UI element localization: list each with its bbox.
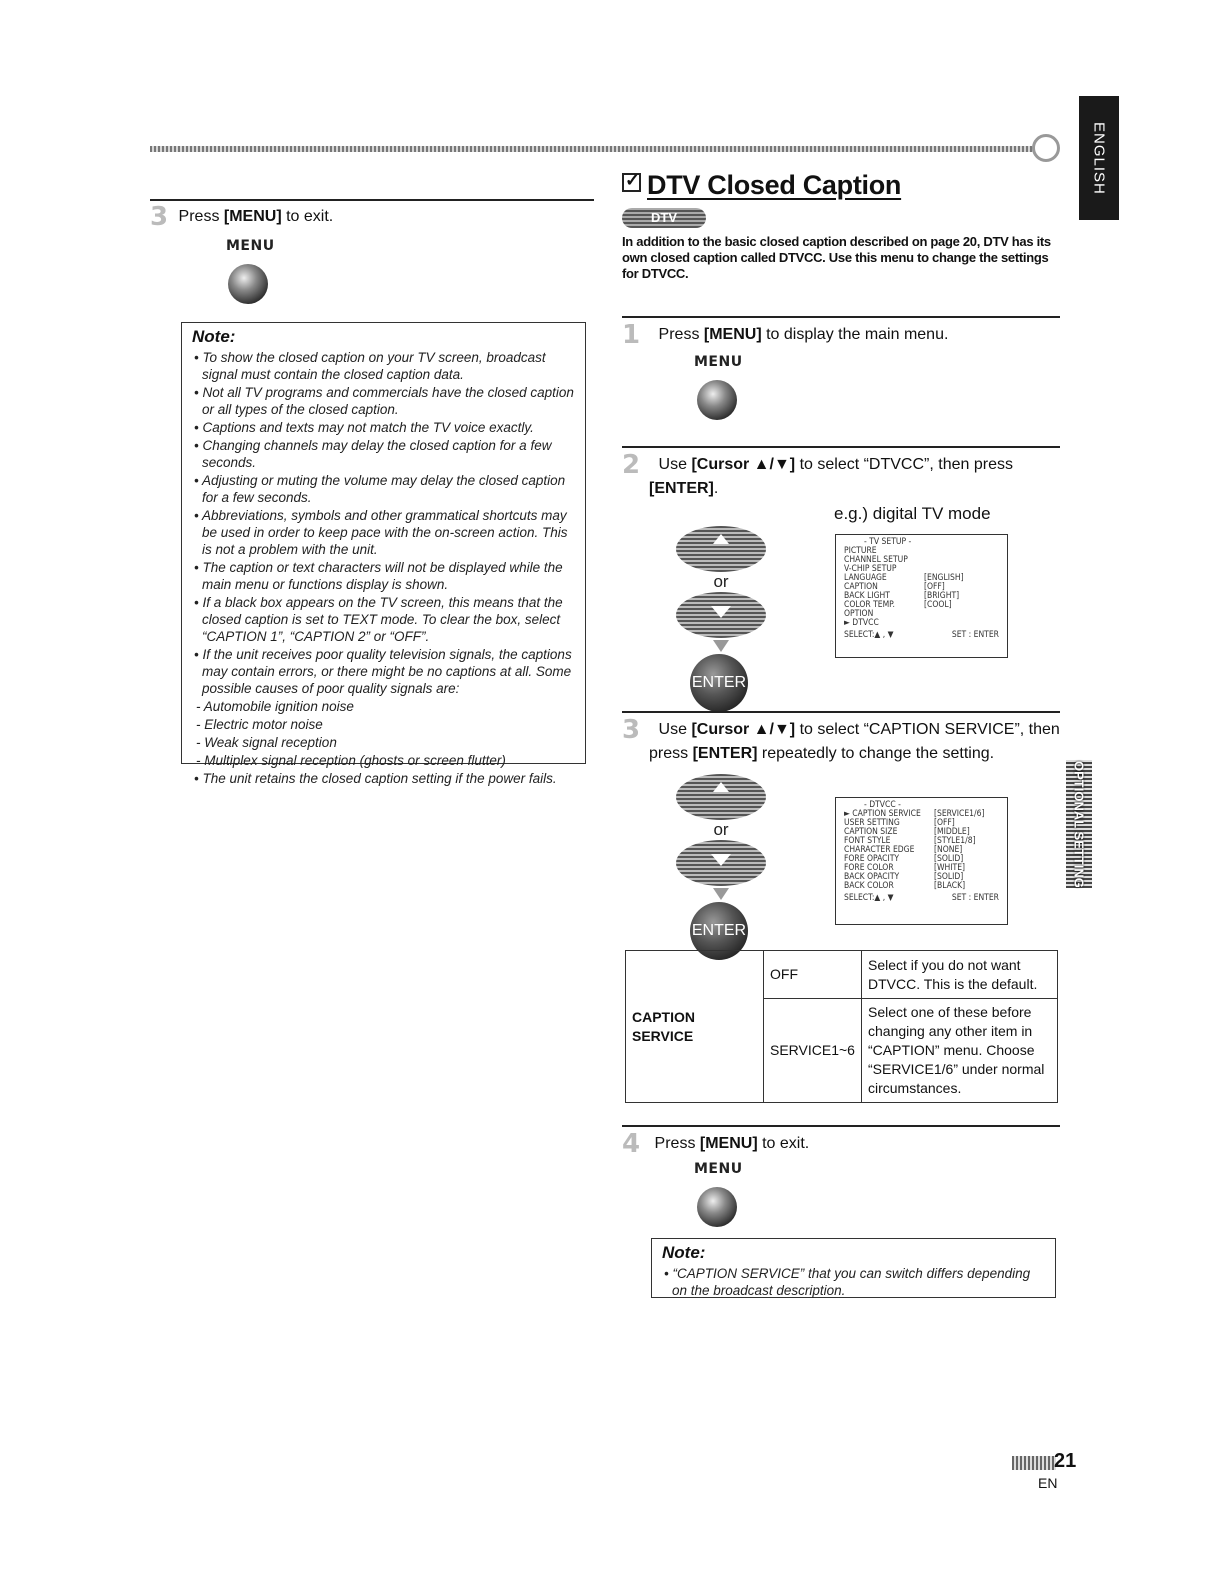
tv-setup-screen xyxy=(835,534,1008,658)
step-instruction: Press [MENU] to exit. xyxy=(178,208,334,225)
left-step-3 xyxy=(150,202,333,232)
screen-row: ► DTVCC xyxy=(844,618,879,628)
screen-row: ► CAPTION SERVICE [SERVICE1/6] xyxy=(844,809,985,819)
screen-header: - DTVCC - xyxy=(864,800,901,810)
note-title: Note: xyxy=(662,1243,706,1262)
screen-row: COLOR TEMP. [COOL] xyxy=(844,600,952,610)
note-list xyxy=(192,349,577,787)
note-item: • Adjusting or muting the volume may delay the closed caption for a few seconds. xyxy=(192,472,577,506)
caption-service-table xyxy=(625,950,1058,1103)
step-number: 4 xyxy=(622,1129,641,1159)
note-sub-item: - Weak signal reception xyxy=(192,734,577,751)
dtv-badge: DTV xyxy=(622,208,706,228)
arrow-down-icon xyxy=(713,888,729,900)
screen-row: BACK LIGHT [BRIGHT] xyxy=(844,591,960,601)
screen-row: FORE COLOR [WHITE] xyxy=(844,863,966,873)
arrow-down-icon xyxy=(713,640,729,652)
intro-text: In addition to the basic closed caption described on page 20, DTV has its own closed caption called DTVCC. Use this menu to change the settings for DTVCC. xyxy=(622,234,1051,281)
note-list xyxy=(662,1265,1047,1299)
menu-button-label: MENU xyxy=(226,238,275,254)
screen-row: CAPTION SIZE [MIDDLE] xyxy=(844,827,970,837)
menu-button-icon xyxy=(697,380,737,420)
note-sub-item: - Multiplex signal reception (ghosts or screen flutter) xyxy=(192,752,577,769)
remote-cursor-keys xyxy=(676,774,766,960)
screen-row: FONT STYLE [STYLE1/8] xyxy=(844,836,976,846)
note-item: • “CAPTION SERVICE” that you can switch differs depending on the broadcast description. xyxy=(662,1265,1047,1299)
step-3-rule xyxy=(622,711,1060,713)
step-1-rule xyxy=(622,316,1060,318)
step-instruction: Press [MENU] to exit. xyxy=(654,1135,810,1152)
cursor-down-icon xyxy=(676,840,766,886)
right-step-4 xyxy=(622,1129,809,1159)
step-number: 3 xyxy=(150,202,169,232)
cursor-up-icon xyxy=(676,774,766,820)
table-option: OFF xyxy=(764,951,862,999)
step-2-rule xyxy=(622,446,1060,448)
screen-row: CHANNEL SETUP xyxy=(844,555,908,565)
screen-row: PICTURE xyxy=(844,546,877,556)
note-item: • The caption or text characters will not be displayed while the main menu or functions display is shown. xyxy=(192,559,577,593)
note-item: • If the unit receives poor quality television signals, the captions may contain errors, or there might be no captions at all. Some possible causes of poor quality signals are: xyxy=(192,646,577,697)
step-number: 3 xyxy=(622,715,641,745)
note-box xyxy=(181,322,586,786)
english-tab xyxy=(1079,96,1119,220)
or-label: or xyxy=(713,820,729,839)
note-item: • The unit retains the closed caption setting if the power fails. xyxy=(192,770,577,787)
remote-cursor-keys xyxy=(676,526,766,712)
step-number: 1 xyxy=(622,320,641,350)
screen-row: LANGUAGE [ENGLISH] xyxy=(844,573,964,583)
note-item: • Changing channels may delay the closed caption for a few seconds. xyxy=(192,437,577,471)
language-code: EN xyxy=(1038,1475,1058,1491)
menu-button-icon xyxy=(697,1187,737,1227)
or-label: or xyxy=(713,572,729,591)
table-option: SERVICE1~6 xyxy=(764,999,862,1103)
note-sub-item: - Automobile ignition noise xyxy=(192,698,577,715)
table-row xyxy=(626,951,1058,999)
step-4-rule xyxy=(622,1125,1060,1127)
enter-button-icon: ENTER xyxy=(690,654,748,712)
screen-header: - TV SETUP - xyxy=(864,537,912,547)
page-number: 21 xyxy=(1054,1450,1077,1472)
menu-button-label: MENU xyxy=(694,1161,743,1177)
enter-button-icon: ENTER xyxy=(690,902,748,960)
circle-icon xyxy=(1032,134,1060,162)
cursor-up-icon xyxy=(676,526,766,572)
screen-row: CAPTION [OFF] xyxy=(844,582,945,592)
note-item: • Not all TV programs and commercials have the closed caption or all types of the closed caption. xyxy=(192,384,577,418)
page-number-dots xyxy=(1012,1456,1056,1470)
screen-row: CHARACTER EDGE [NONE] xyxy=(844,845,963,855)
step-number: 2 xyxy=(622,450,641,480)
menu-button-label: MENU xyxy=(694,354,743,370)
cursor-down-icon xyxy=(676,592,766,638)
example-caption: e.g.) digital TV mode xyxy=(834,504,991,523)
screen-row: BACK OPACITY [SOLID] xyxy=(844,872,964,882)
note-sub-item: - Electric motor noise xyxy=(192,716,577,733)
english-tab-label: ENGLISH xyxy=(1090,121,1108,195)
optional-setting-tab xyxy=(1066,760,1092,888)
note-item: • Abbreviations, symbols and other grammatical shortcuts may be used in order to keep pace with the on-screen action. This is not a problem with the unit. xyxy=(192,507,577,558)
step-instruction-cont: press [ENTER] repeatedly to change the setting. xyxy=(649,745,995,762)
right-step-3 xyxy=(622,715,1060,764)
screen-row: FORE OPACITY [SOLID] xyxy=(844,854,964,864)
table-label: CAPTION SERVICE xyxy=(626,951,764,1103)
checkbox-icon xyxy=(622,173,641,192)
top-dotted-rule xyxy=(150,146,1040,152)
note-item: • To show the closed caption on your TV screen, broadcast signal must contain the closed caption data. xyxy=(192,349,577,383)
screen-row: BACK COLOR [BLACK] xyxy=(844,881,966,891)
table-description: Select one of these before changing any other item in “CAPTION” menu. Choose “SERVICE1/6” under normal circumstances. xyxy=(862,999,1058,1103)
step-instruction-cont: [ENTER]. xyxy=(649,480,719,497)
note-item: • Captions and texts may not match the TV voice exactly. xyxy=(192,419,577,436)
menu-key-label: [MENU] xyxy=(223,208,282,225)
right-step-2 xyxy=(622,450,1060,499)
step-instruction: Press [MENU] to display the main menu. xyxy=(658,326,949,343)
left-top-rule xyxy=(150,199,594,201)
step-instruction: Use [Cursor ▲/▼] to select “CAPTION SERVICE”, then xyxy=(658,721,1060,738)
dtvcc-screen xyxy=(835,797,1008,925)
right-step-1 xyxy=(622,320,948,350)
screen-footer: SELECT:▲ , ▼ SET : ENTER xyxy=(844,893,999,903)
table-description: Select if you do not want DTVCC. This is the default. xyxy=(862,951,1058,999)
screen-row: OPTION xyxy=(844,609,874,619)
screen-row: V-CHIP SETUP xyxy=(844,564,897,574)
step-instruction: Use [Cursor ▲/▼] to select “DTVCC”, then press xyxy=(658,456,1013,473)
optional-setting-tab-label: OPTIONAL SETTING xyxy=(1071,760,1087,888)
note-title: Note: xyxy=(192,327,236,346)
note-item: • If a black box appears on the TV screen, this means that the closed caption is set to TEXT mode. To clear the box, select “CAPTION 1”, “CAPTION 2” or “OFF”. xyxy=(192,594,577,645)
page-title: ✓DTV Closed Caption xyxy=(622,170,901,201)
note-box-2 xyxy=(651,1238,1056,1298)
screen-row: USER SETTING [OFF] xyxy=(844,818,955,828)
screen-footer: SELECT:▲ , ▼ SET : ENTER xyxy=(844,630,999,640)
menu-button-icon xyxy=(228,264,268,304)
